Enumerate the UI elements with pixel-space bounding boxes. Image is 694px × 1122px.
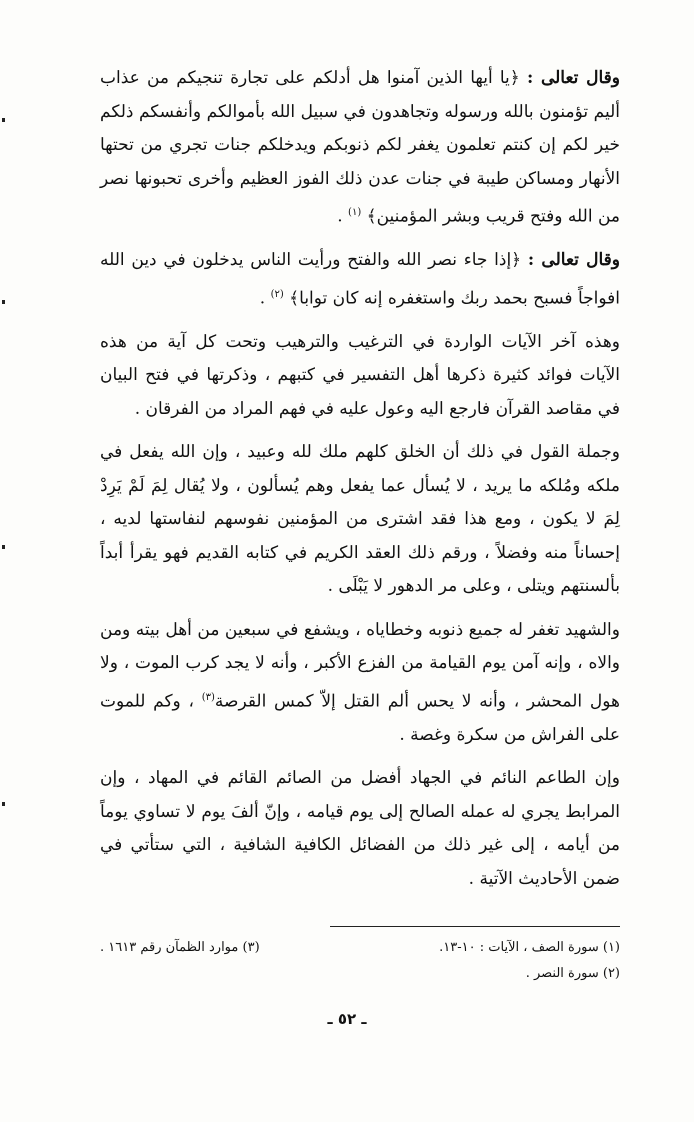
paragraph-text: ﴿إذا جاء نصر الله والفتح ورأيت الناس يدخلون في دين الله افواجاً فسبح بحمد ربك واستغفره إنه كان توابا﴾ [100,250,620,309]
page-number: ـ ٥٢ ـ [327,1010,367,1028]
footnote-ref: (٢) [270,288,284,300]
paragraph-1 [100,62,620,234]
paragraph-text: وجملة القول في ذلك أن الخلق كلهم ملك لله وعبيد ، وإن الله يفعل في ملكه ومُلكه ما يريد ، لا يُسأل عما يفعل وهم يُسألون ، ولا يُقال لِمَ لَمْ يَرِدْ لِمَ لا يكون ، ومع هذا فقد اشترى من المؤمنين نفوسهم لنفاستها لديه ، إحساناً منه وفضلاً ، ورقم ذلك العقد الكريم في كتابه القديم فهو يقرأ أبداً بألسنتهم ويتلى ، وعلى مر الدهور لا يَبْلَى . [100,442,620,597]
footnote-row [100,935,620,961]
margin-mark [2,300,5,304]
paragraph-text: ﴿يا أيها الذين آمنوا هل أدلكم على تجارة تنجيكم من عذاب أليم تؤمنون بالله ورسوله وتجاهدون في سبيل الله بأموالكم وأنفسكم ذلكم خير لكم إن كنتم تعلمون يغفر لكم ذنوبكم ويدخلكم جنات تجري من تحتها الأنهار ومساكن طيبة في جنات عدن ذلك الفوز العظيم وأخرى تحبونها نصر من الله وفتح قريب وبشر المؤمنين﴾ [100,68,620,227]
footnote-2: (٢) سورة النصر . [525,966,620,981]
footnote-ref: (١) [348,207,362,218]
footnote-3: (٣) موارد الظمآن رقم ١٦١٣ . [100,940,260,955]
margin-mark [2,802,5,806]
paragraph-5 [100,614,620,753]
paragraph-text: والشهيد تغفر له جميع ذنوبه وخطاياه ، ويشفع في سبعين من أهل بيته ومن والاه ، وإنه آمن يوم القيامة من الفزع الأكبر ، وأنه لا يجد كرب الموت ، ولا هول المحشر ، وأنه لا يحس ألم القتل إلاّ كمس القرصة [100,619,620,712]
paragraph-4 [100,436,620,604]
paragraph-text: وهذه آخر الآيات الواردة في الترغيب والترهيب وتحت كل آية من هذه الآيات فوائد كثيرة ذكرها أهل التفسير في كتبهم ، وذكرتها في فتح البيان في مقاصد القرآن فارجع اليه وعول عليه في فهم المراد من الفرقان . [100,331,620,419]
paragraph-lead: وقال تعالى : [527,250,620,271]
paragraph-lead: وقال تعالى : [526,68,620,88]
paragraph-2 [100,244,620,316]
paragraph-tail: ، وكم للموت على الفراش من سكرة وغصة . [100,691,620,745]
footnotes [100,935,620,987]
margin-mark [2,118,5,122]
paragraph-tail: . [259,288,271,309]
paragraph-text: وإن الطاعم النائم في الجهاد أفضل من الصائم القائم في المهاد ، وإن المرابط يجري له عمله الصالح إلى يوم قيامه ، وإنّ ألفَ يوم لا تساوي يوماً من أيامه ، إلى غير ذلك من الفضائل الكافية الشافية ، التي ستأتي في ضمن الأحاديث الآتية . [100,768,620,889]
paragraph-3 [100,326,620,427]
footnote-row [100,961,620,987]
footnote-1: (١) سورة الصف ، الآيات : ١٠-١٣. [439,940,620,955]
paragraph-tail: . [337,206,349,227]
page-body [100,62,620,906]
footnote-divider [330,926,620,927]
footnote-ref: (٣) [201,691,215,703]
paragraph-6 [100,762,620,896]
margin-mark [2,545,5,549]
